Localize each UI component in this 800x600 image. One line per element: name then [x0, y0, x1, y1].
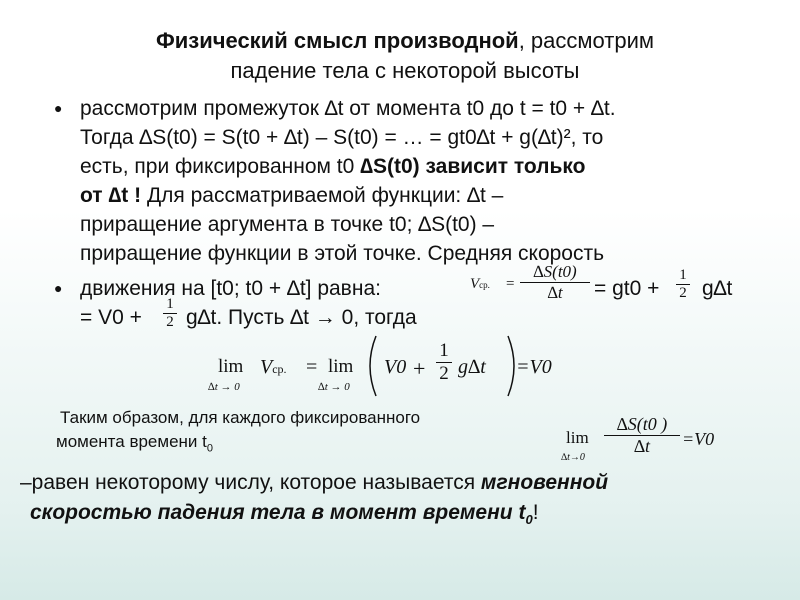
conclusion-line2-text: момента времени t [56, 432, 207, 451]
formula1-v: Vср. [470, 276, 490, 292]
half-den-1: 2 [676, 284, 690, 302]
left-paren [370, 336, 376, 396]
formula2-half-den: 2 [436, 362, 452, 385]
conclusion-line1: Таким образом, для каждого фиксированного [60, 408, 421, 427]
formula1-eq: = [506, 276, 515, 292]
formula2-limsub1: ∆t → 0 [208, 381, 240, 393]
half-fraction-1 [676, 267, 690, 302]
formula2-eq: = [306, 356, 318, 378]
half-num-1: 1 [679, 267, 687, 283]
bullet-marker-2: ● [54, 280, 63, 296]
para1-line4 [80, 181, 503, 210]
para1-line3 [80, 152, 585, 181]
final-statement [20, 468, 790, 535]
final-line1-bold: мгновенной [480, 471, 609, 494]
formula1-den: ∆t [520, 282, 590, 303]
title-line2: падение тела с некоторой высоты [230, 58, 580, 83]
formula2-gdt: g∆t [458, 356, 486, 378]
half-num-2: 1 [166, 296, 174, 312]
right-paren [508, 336, 514, 396]
formula3-den: ∆t [604, 435, 680, 457]
para1-line6: приращение функции в этой точке. Средняя скорость [80, 242, 605, 265]
conclusion-line2 [56, 430, 213, 460]
para1-line3-text: есть, при фиксированном t0 [80, 155, 361, 178]
para1-line3-bold: ∆S(t0) зависит только [360, 155, 586, 178]
formula2-half [436, 340, 452, 385]
formula3-eqv0: =V0 [682, 429, 715, 449]
formula2-lim1: lim [218, 356, 244, 377]
title-rest: , рассмотрим [518, 28, 655, 53]
formula2-v0: V0 [384, 356, 407, 378]
half-den-2: 2 [163, 313, 177, 331]
final-line2-sub: 0 [525, 512, 533, 528]
conclusion-line2-sub: 0 [206, 442, 213, 455]
title-bold: Физический смысл производной [155, 28, 519, 53]
para2-line1-result: = gt0 + [594, 277, 660, 300]
formula2-half-num: 1 [439, 340, 449, 361]
final-line2-bold: скоростью падения тела в момент времени t [30, 501, 526, 524]
para1-line4-bold: от ∆t ! [80, 184, 147, 207]
formula2-eqv0: =V0 [516, 356, 552, 378]
formula2-plus: + [413, 356, 426, 381]
formula3-num: ∆S(t0 ) [616, 414, 668, 434]
formula3-fraction [604, 414, 680, 457]
para2-line2-v0: = V0 + [80, 306, 142, 329]
para1-line5: приращение аргумента в точке t0; ∆S(t0) – [80, 213, 495, 236]
half-fraction-2 [163, 296, 177, 331]
bullet-marker-1: ● [54, 100, 63, 116]
formula2-vcp: Vср. [260, 356, 287, 378]
final-line2-end: ! [532, 501, 539, 524]
formula2-lim2: lim [328, 356, 354, 377]
formula3-lim: lim [566, 428, 589, 447]
formula2-limsub2: ∆t → 0 [318, 381, 350, 393]
para2-line1-gdt: g∆t [702, 277, 733, 300]
para1-line2: Тогда ∆S(t0) = S(t0 + ∆t) – S(t0) = … = gt0∆t + g(∆t)², то [80, 126, 604, 149]
para1-line4-text: Для рассматриваемой функции: ∆t – [146, 184, 504, 207]
para2-line1-text: движения на [t0; t0 + ∆t] равна: [80, 277, 381, 300]
formula1-num: ∆S(t0) [533, 262, 577, 281]
para2-line2-text: g∆t. Пусть ∆t → 0, тогда [186, 306, 417, 329]
formula3-limsub: ∆t→0 [561, 452, 585, 463]
slide-title [60, 26, 750, 86]
para1-line1: рассмотрим промежуток ∆t от момента t0 до t = t0 + ∆t. [80, 97, 616, 120]
final-line1-text: –равен некоторому числу, которое называется [20, 471, 481, 494]
formula1-fraction [520, 262, 590, 303]
